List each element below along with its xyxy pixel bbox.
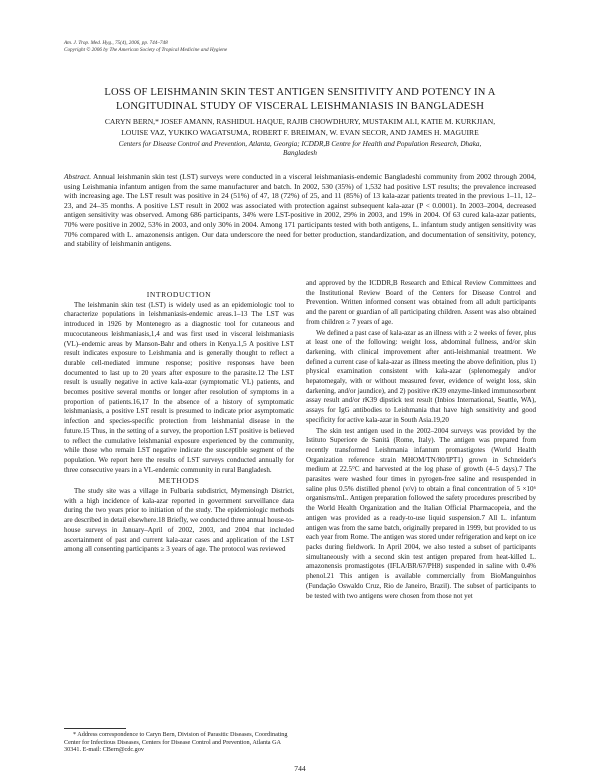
affiliation	[64, 140, 536, 158]
affiliation-line-1: Centers for Disease Control and Prevention, Atlanta, Georgia; ICDDR,B Centre for Health and Population Research, Dhaka,	[118, 140, 482, 148]
abstract-text: Annual leishmanin skin test (LST) surveys were conducted in a visceral leishmaniasis-endemic Bangladeshi community from 2002 through 2004, using Leishmania infantum antigen from the same manufacturer and batch. In 2002, 530 (35%) of 1,532 had positive LST results; the prevalence increased with increasing age. The LST result was positive in 24 (51%) of 47, 18 (72%) of 25, and 11 (85%) of 13 kala-azar patients treated in the previous 1–11, 12–23, and 24–35 months. A positive LST result in 2002 was associated with protection against subsequent kala-azar (P < 0.0001). In 2003–2004, decreased antigen sensitivity was observed. Among 686 participants, 34% were LST-positive in 2002, 29% in 2003, and 19% in 2004. Of 63 cured kala-azar patients, 70% were positive in 2002, 53% in 2003, and only 30% in 2004. Among 171 participants tested with both antigens, L. infantum study antigen sensitivity was 70% compared with L. amazonensis antigen. Our data underscore the need for better production, standardization, and documentation of sensitivity, potency, and stability of leishmanin antigens.	[64, 172, 536, 249]
affiliation-line-2: Bangladesh	[283, 149, 317, 157]
methods-paragraph-4: The skin test antigen used in the 2002–2004 surveys was provided by the Istituto Superiore de Sanità (Rome, Italy). The antigen was prepared from recently transformed Leishmania infantum promastigotes (World Health Organization reference strain MHOM/TN/80/IPT1) grown in Schneider's medium at 22.5°C and harvested at the log phase of growth (4–5 days).7 The parasites were washed four times in pyrogen-free saline and resuspended in saline plus 0.5% distilled phenol (v/v) to obtain a final concentration of 5 ×10⁶ organisms/mL. Antigen preparation followed the safety procedures prescribed by the World Health Organization and the Italian Official Pharmacopeia, and the antigen was provided as a ready-to-use liquid suspension.7 All L. infantum antigen was from the same batch, originally prepared in 1999, but provided to us each year from Rome. The antigen was stored under refrigeration and kept on ice packs during fieldwork. In April 2004, we also tested a subset of participants simultaneously with a second skin test antigen prepared from heat-killed L. amazonensis promastigotes (IFLA/BR/67/PH8) suspended in saline with 0.4% phenol.21 This antigen is available commercially from BioManguinhos (Fundação Oswaldo Cruz, Rio de Janeiro, Brazil). The subset of participants to be tested with two antigens were chosen from those not yet	[306, 426, 536, 600]
author-line-2: LOUISE VAZ, YUKIKO WAGATSUMA, ROBERT F. BREIMAN, W. EVAN SECOR, AND JAMES H. MAGUIRE	[121, 127, 479, 137]
page-number: 744	[294, 764, 306, 773]
article-title-line-1: LOSS OF LEISHMANIN SKIN TEST ANTIGEN SENSITIVITY AND POTENCY IN A	[104, 87, 496, 98]
introduction-paragraph: The leishmanin skin test (LST) is widely used as an epidemiologic tool to characterize populations in leishmaniasis-endemic areas.1–13 The LST was introduced in 1926 by Montenegro as a diagnostic tool for cutaneous and mucocutaneous leishmaniasis,1,4 and was first used in visceral leishmaniasis (VL)–endemic areas by Manson-Bahr and others in Kenya.1,5 A positive LST result indicates exposure to Leishmania and is generally thought to reflect a durable cell-mediated immune response; positive responses have been documented to last up to 20 years after exposure to the parasite.12 The LST result is usually negative in active kala-azar (symptomatic VL) patients, and becomes positive several months or longer after resolution of symptoms in a proportion of patients.16,17 In the absence of a history of symptomatic leishmaniasis, a positive LST result is presumed to indicate prior asymptomatic infection and species-specific protection from leishmanial disease in the future.15 Thus, in the setting of a survey, the proportion LST positive is believed to reflect the cumulative leishmanial exposure experienced by the community, while those who remain LST negative indicate the susceptible segment of the population. We report here the results of LST surveys conducted annually for three consecutive years in a VL-endemic community in rural Bangladesh.	[64, 300, 294, 474]
methods-paragraph-3: We defined a past case of kala-azar as an illness with ≥ 2 weeks of fever, plus at least one of the following: weight loss, abdominal fullness, and/or skin darkening, with clinical improvement after anti-leishmanial treatment. We defined a current case of kala-azar as illness meeting the above definition, plus 1) physical examination consistent with kala-azar (splenomegaly and/or hepatomegaly, with or without measured fever, evidence of weight loss, skin darkening, and/or jaundice), and 2) positive rK39 enzyme-linked immunosorbent assay result and/or rK39 dipstick test result (Inbios International, Seattle, WA), assays for IgG antibodies to Leishmania that have high sensitivity and good specificity for active kala-azar in South Asia.19,20	[306, 328, 536, 424]
methods-paragraph-2: and approved by the ICDDR,B Research and Ethical Review Committees and the Institutional Review Board of the Centers for Disease Control and Prevention. Written informed consent was obtained from all adult participants and the parent or guardian of all participating children. Assent was also obtained from children ≥ 7 years of age.	[306, 279, 536, 326]
methods-heading: METHODS	[158, 476, 200, 486]
introduction-heading: INTRODUCTION	[146, 290, 212, 299]
methods-paragraph-1: The study site was a village in Fulbaria subdistrict, Mymensingh District, with a high incidence of kala-azar reported in government surveillance data during the two years prior to initiation of the study. The epidemiologic methods are described in detail elsewhere.18 Briefly, we conducted three annual house-to-house surveys in January–April of 2002, 2003, and 2004 that included ascertainment of past and current kala-azar cases and application of the LST among all consenting participants ≥ 3 years of age. The protocol was reviewed	[64, 487, 294, 554]
article-title	[40, 86, 560, 114]
article-title-line-2: LONGITUDINAL STUDY OF VISCERAL LEISHMANIASIS IN BANGLADESH	[115, 101, 485, 112]
correspondence-footnote: * Address correspondence to Caryn Bern, Division of Parasitic Diseases, Coordinating Center for Infectious Diseases, Centers for Disease Control and Prevention, Atlanta GA 30341. E-mail: CBern@cdc.gov	[64, 731, 288, 754]
abstract-label: Abstract.	[64, 172, 92, 181]
author-list	[40, 117, 560, 138]
left-column	[64, 290, 294, 556]
journal-copyright-line: Copyright © 2006 by The American Society of Tropical Medicine and Hygiene	[64, 47, 228, 53]
journal-citation-line: Am. J. Trop. Med. Hyg., 75(4), 2006, pp. 744–748	[64, 40, 168, 46]
footnote-divider	[64, 728, 126, 729]
abstract	[64, 172, 536, 249]
journal-citation	[64, 40, 544, 54]
right-column	[306, 279, 536, 602]
author-line-1: CARYN BERN,* JOSEF AMANN, RASHIDUL HAQUE, RAJIB CHOWDHURY, MUSTAKIM ALI, KATIE M. KURKJIAN,	[104, 117, 496, 126]
